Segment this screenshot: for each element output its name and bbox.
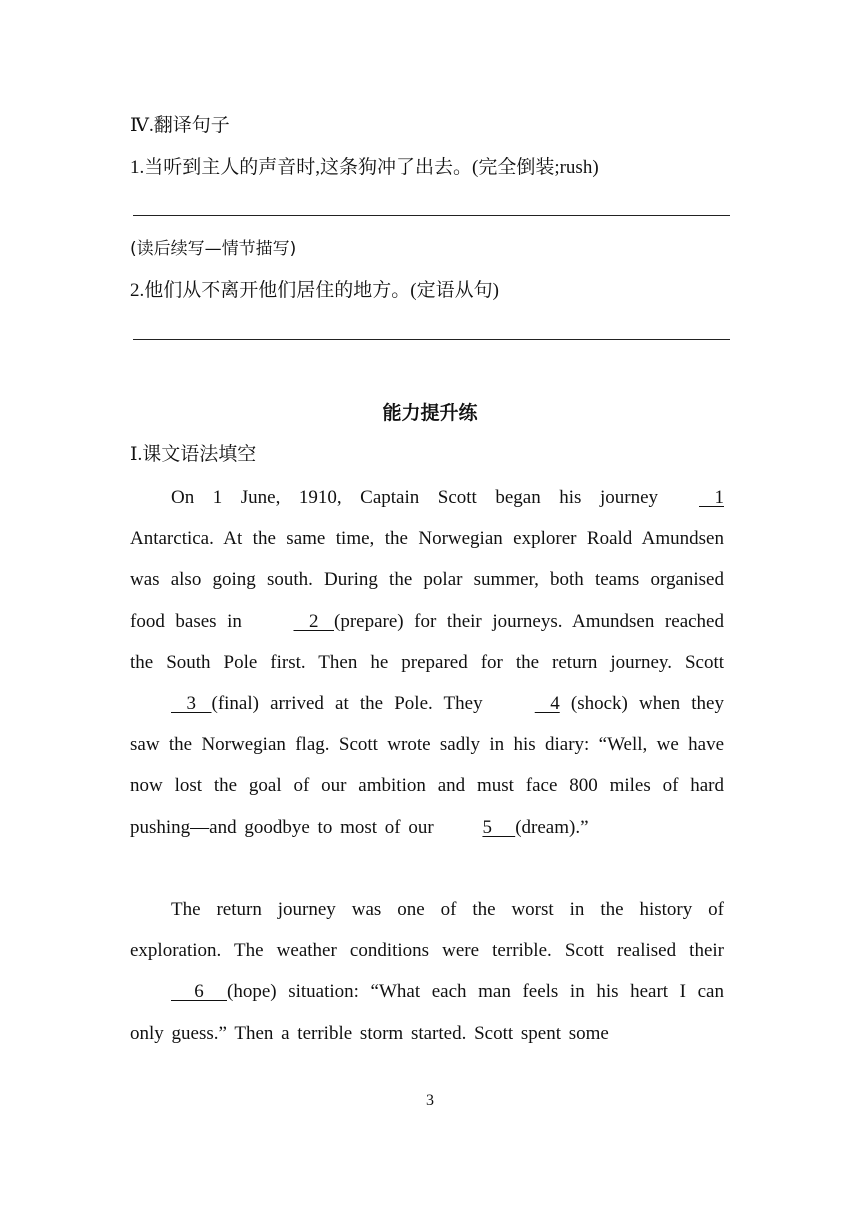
- blank-1[interactable]: 1: [699, 487, 724, 508]
- passage-paragraph-1: [130, 477, 724, 848]
- answer-line-1[interactable]: [133, 215, 730, 216]
- answer-line-2[interactable]: [133, 339, 730, 340]
- section-1-heading: Ⅰ.课文语法填空: [130, 444, 257, 465]
- passage-paragraph-2: [130, 889, 724, 1054]
- section-title: 能力提升练: [382, 403, 478, 424]
- question-note: (读后续写—情节描写): [130, 239, 297, 259]
- blank-6[interactable]: 6: [171, 981, 227, 1003]
- passage-text: The return journey was one of the worst in the history of exploration. The weather conditions were terrible. Scott realised their: [130, 899, 724, 962]
- question-1: 1.当听到主人的声音时,这条狗冲了出去。(完全倒装;rush): [130, 157, 599, 178]
- blank-3[interactable]: 3: [171, 693, 212, 715]
- passage-text: (hope) situation: “What each man feels in his heart I can only guess.” Then a terrible storm started. Scott spent some: [130, 981, 724, 1044]
- passage-text: (final) arrived at the Pole. They: [211, 693, 494, 715]
- blank-4[interactable]: 4: [534, 693, 560, 715]
- page-number: 3: [426, 1092, 434, 1109]
- blank-5[interactable]: 5: [482, 816, 516, 838]
- passage-text: (shock) when they saw the Norwegian flag. Scott wrote sadly in his diary: “Well, we have now lost the goal of our ambition and must face 800 miles of hard pushing—and goodbye to most of our: [130, 693, 724, 838]
- passage-text: (prepare) for their journeys. Amundsen reached the South Pole first. Then he prepared for the return journey. Scott: [130, 610, 724, 673]
- section-4-heading: Ⅳ.翻译句子: [130, 115, 230, 136]
- blank-2[interactable]: 2: [293, 610, 334, 632]
- passage-text: Antarctica. At the same time, the Norwegian explorer Roald Amundsen was also going south. During the polar summer, both teams organised food bases in: [130, 528, 724, 632]
- passage-text: (dream).”: [515, 816, 589, 838]
- question-2: 2.他们从不离开他们居住的地方。(定语从句): [130, 280, 499, 301]
- passage-text: On 1 June, 1910, Captain Scott began his journey: [171, 487, 658, 508]
